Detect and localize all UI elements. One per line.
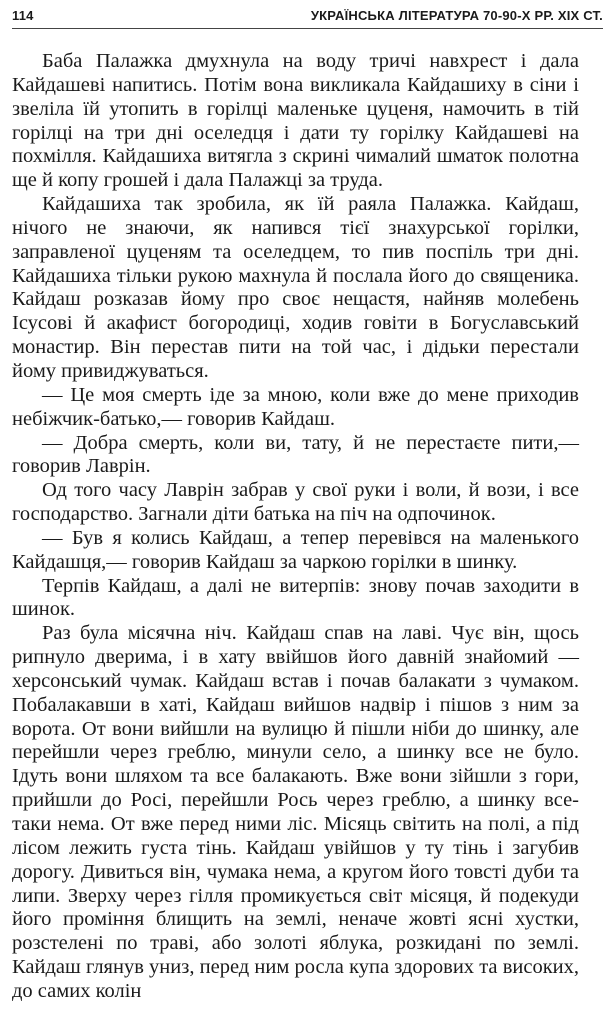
header-title: УКРАЇНСЬКА ЛІТЕРАТУРА 70-90-Х РР. XIX СТ. bbox=[310, 8, 603, 23]
page-number: 114 bbox=[12, 8, 34, 23]
paragraph: Баба Палажка дмухнула на воду тричі навхрест і дала Кайдашеві напитись. Потім вона викликала Кайдашиху в сіни і звеліла їй утопить в горілці маленьке цуценя, намочить в тій горілці на три дні оселедця і дати ту горілку Кайдашеві на похмілля. Кайдашиха витягла з скрині чималий шматок полотна ще й копу грошей і дала Палажці за труда. bbox=[12, 50, 579, 192]
paragraph: — Був я колись Кайдаш, а тепер перевівся на маленького Кайдашця,— говорив Кайдаш за чаркою горілки в шинку. bbox=[12, 526, 579, 573]
paragraph: — Це моя смерть іде за мною, коли вже до мене приходив небіжчик-батько,— говорив Кайдаш. bbox=[12, 383, 579, 430]
running-header bbox=[12, 6, 603, 28]
paragraph: Терпів Кайдаш, а далі не витерпів: знову почав заходити в шинок. bbox=[12, 574, 579, 621]
body-text bbox=[12, 50, 579, 1004]
paragraph: Раз була місячна ніч. Кайдаш спав на лаві. Чує він, щось рипнуло дверима, і в хату ввійшов його давній знайомий — херсонський чумак. Кайдаш встав і почав балакати з чумаком. Побалакавши в хаті, Кайдаш вийшов надвір і пішов з ним за ворота. От вони вийшли на вулицю й пішли ніби до шинку, але перейшли через греблю, минули село, а шинку все не було. Ідуть вони шляхом та все балакають. Вже вони зійшли з гори, прийшли до Росі, перейшли Рось через греблю, а шинку все-таки нема. От вже перед ними ліс. Місяць світить на полі, а під лісом лежить густа тінь. Кайдаш увійшов у ту тінь і загубив дорогу. Дивиться він, чумака нема, а кругом його товсті дуби та липи. Зверху через гілля промикується світ місяця, й подекуди його проміння блищить на землі, неначе жовті ясні хустки, розстелені по траві, або золоті яблука, розкидані по землі. Кайдаш глянув униз, перед ним росла купа здорових та високих, до самих колін bbox=[12, 622, 579, 1002]
paragraph: Од того часу Лаврін забрав у свої руки і воли, й вози, і все господарство. Загнали діти батька на піч на одпочинок. bbox=[12, 479, 579, 526]
paragraph: Кайдашиха так зробила, як їй раяла Палажка. Кайдаш, нічого не знаючи, як напився тієї знахурської горілки, заправленої цуценям та оселедцем, то пив поспіль три дні. Кайдашиха тільки рукою махнула й послала його до священика. Кайдаш розказав йому про своє нещастя, найняв молебень Ісусові й акафист богородиці, ходив говіти в Богуславський монастир. Він перестав пити на той час, і дідьки перестали йому привиджуваться. bbox=[12, 193, 579, 382]
header-divider bbox=[12, 28, 603, 29]
paragraph: — Добра смерть, коли ви, тату, й не перестаєте пити,— говорив Лаврін. bbox=[12, 431, 579, 478]
